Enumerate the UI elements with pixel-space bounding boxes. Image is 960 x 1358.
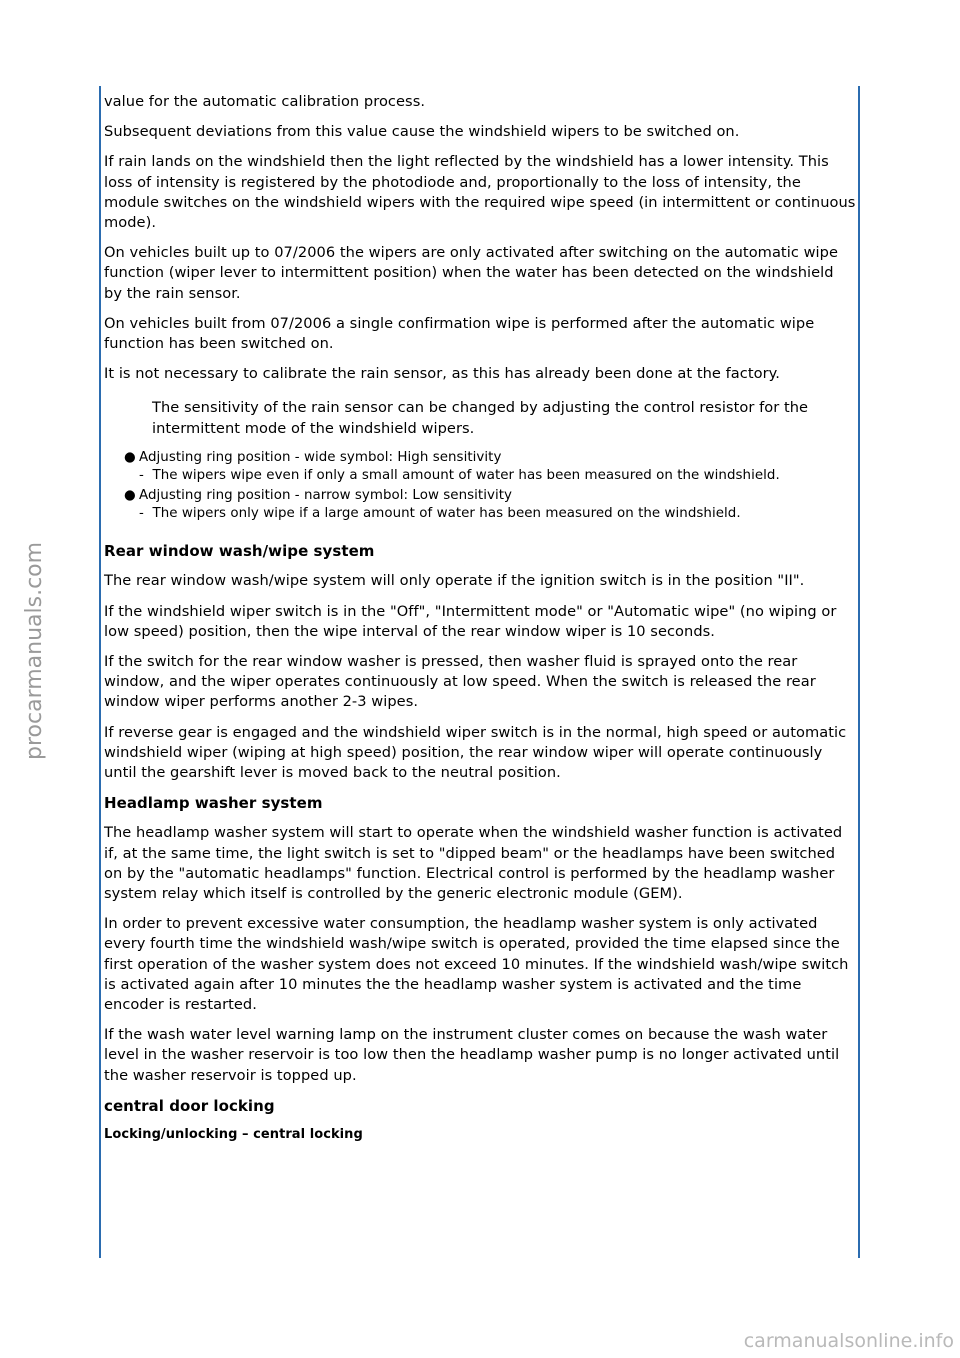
paragraph: Subsequent deviations from this value cause the windshield wipers to be switched on.	[104, 123, 740, 141]
bullet-icon: ●	[124, 487, 136, 503]
paragraph: value for the automatic calibration process.	[104, 93, 426, 110]
side-watermark: procarmanuals.com	[22, 541, 47, 760]
paragraph: On vehicles built up to 07/2006 the wipers are only activated after switching on the automatic wipe function (wiper lever to intermittent position) when the water has been detected on the windshield by the rain sensor.	[104, 244, 839, 302]
bottom-watermark: carmanualsonline.info	[743, 1330, 954, 1352]
list-item-label: Adjusting ring position - narrow symbol: Low sensitivity	[139, 487, 512, 503]
paragraph: In order to prevent excessive water consumption, the headlamp washer system is only activated every fourth time the windshield wash/wipe switch is operated, provided the time elapsed since the first operation of the washer system does not exceed 10 minutes. If the windshield wash/wipe switch is activated again after 10 minutes the the headlamp washer system is activated and the time encoder is restarted.	[104, 915, 849, 1013]
paragraph: It is not necessary to calibrate the rain sensor, as this has already been done at the factory.	[104, 365, 780, 383]
left-margin-rule	[99, 86, 101, 1258]
paragraph: If rain lands on the windshield then the light reflected by the windshield has a lower intensity. This loss of intensity is registered by the photodiode and, proportionally to the loss of intensity, the module switches on the windshield wipers with the required wipe speed (in intermittent or continuous mode).	[104, 153, 856, 232]
paragraph: The rear window wash/wipe system will only operate if the ignition switch is in the position "II".	[104, 572, 805, 590]
paragraph: If the switch for the rear window washer is pressed, then washer fluid is sprayed onto the rear window, and the wiper operates continuously at low speed. When the switch is released the rear window wiper performs another 2-3 wipes.	[104, 653, 816, 711]
paragraph: If the windshield wiper switch is in the "Off", "Intermittent mode" or "Automatic wipe" (no wiping or low speed) position, then the wipe interval of the rear window wiper is 10 seconds.	[104, 602, 837, 640]
list-item	[104, 487, 856, 524]
paragraph: The headlamp washer system will start to operate when the windshield washer function is activated if, at the same time, the light switch is set to "dipped beam" or the headlamps have been switched on by the "automatic headlamps" function. Electrical control is performed by the headlamp washer system relay which itself is controlled by the generic electronic module (GEM).	[104, 824, 843, 902]
sensitivity-list	[104, 449, 856, 524]
rear-window-heading: Rear window wash/wipe system	[104, 542, 375, 561]
paragraph: If reverse gear is engaged and the windshield wiper switch is in the normal, high speed or automatic windshield wiper (wiping at high speed) position, the rear window wiper will operate continuously until the gearshift lever is moved back to the neutral position.	[104, 723, 847, 782]
list-item-detail: - The wipers only wipe if a large amount of water has been measured on the windshield.	[139, 506, 741, 522]
list-item-label: Adjusting ring position - wide symbol: High sensitivity	[139, 449, 502, 465]
headlamp-washer-heading: Headlamp washer system	[104, 794, 323, 813]
list-item-detail: - The wipers wipe even if only a small amount of water has been measured on the windshield.	[139, 468, 780, 484]
paragraph: If the wash water level warning lamp on the instrument cluster comes on because the wash water level in the washer reservoir is too low then the headlamp washer pump is no longer activated until the washer reservoir is topped up.	[104, 1026, 840, 1084]
right-margin-rule	[858, 86, 860, 1258]
list-item	[104, 449, 856, 486]
central-locking-heading: central door locking	[104, 1096, 275, 1115]
bullet-icon: ●	[124, 449, 136, 465]
document-body	[104, 92, 856, 1144]
central-locking-subheading: Locking/unlocking – central locking	[104, 1126, 363, 1142]
sensitivity-note: The sensitivity of the rain sensor can be changed by adjusting the control resistor for the intermittent mode of the windshield wipers.	[152, 399, 809, 437]
paragraph: On vehicles built from 07/2006 a single confirmation wipe is performed after the automatic wipe function has been switched on.	[104, 314, 815, 353]
